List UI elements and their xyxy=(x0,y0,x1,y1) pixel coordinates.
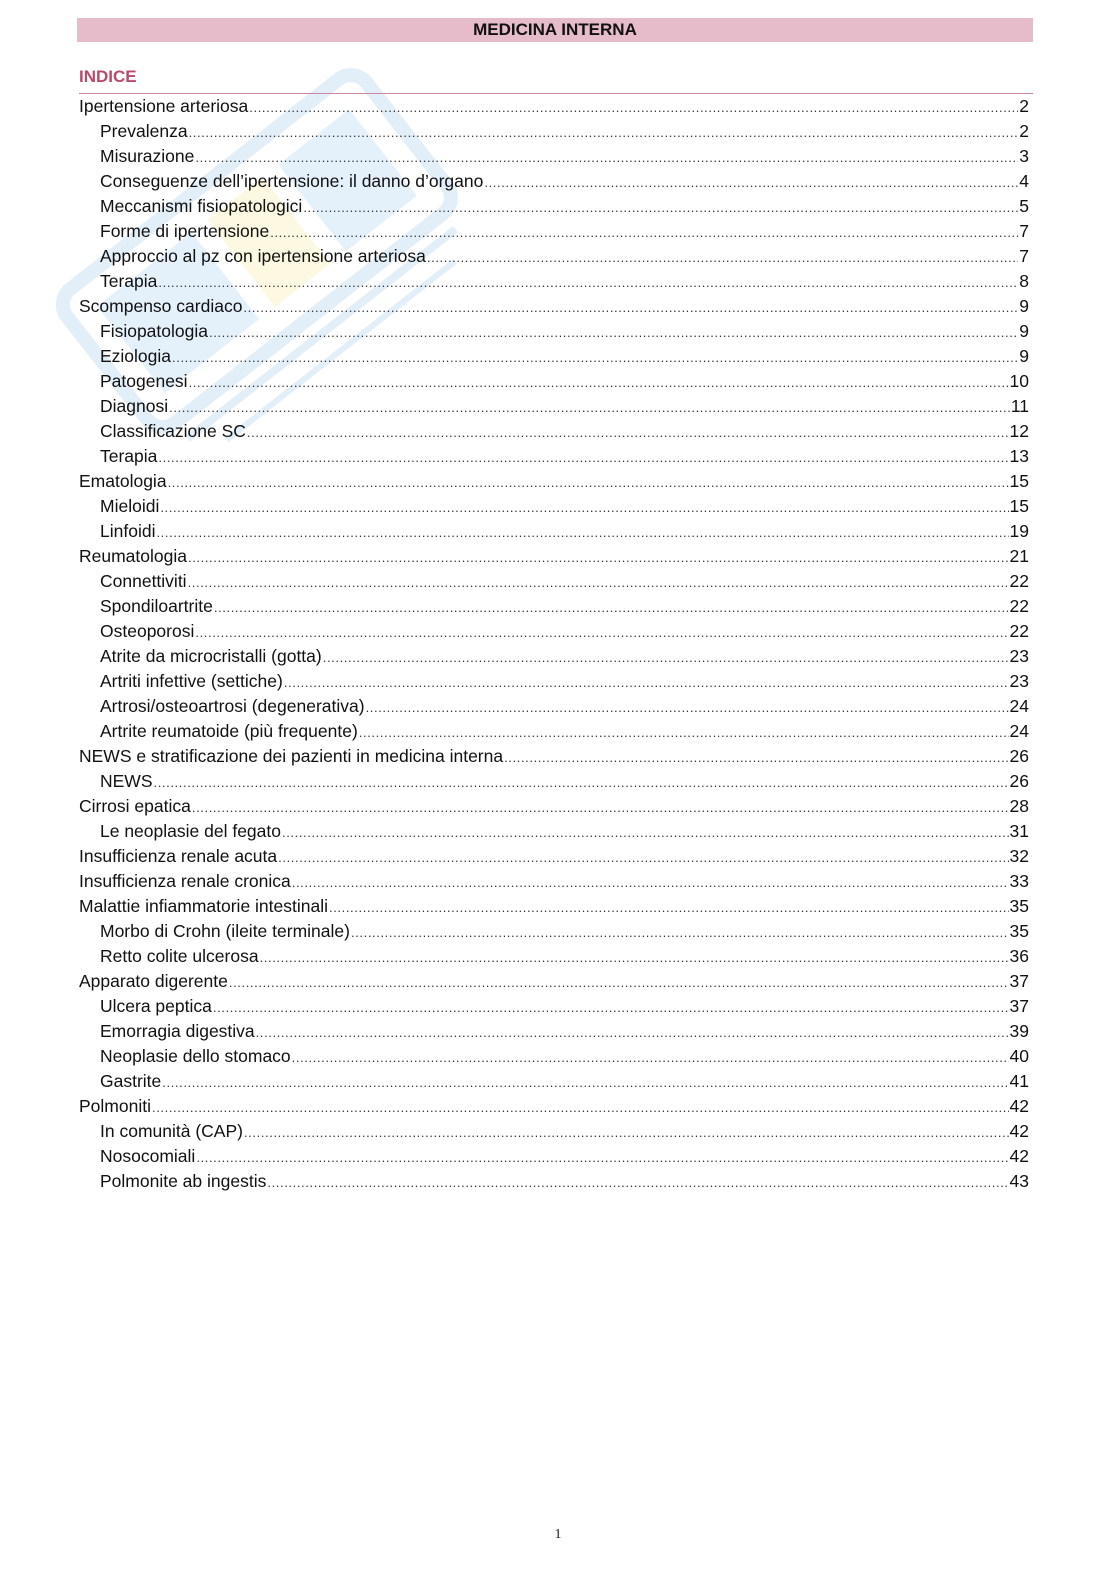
toc-entry[interactable] xyxy=(79,144,1029,169)
toc-dot-leader xyxy=(267,1169,1008,1194)
toc-entry-page: 42 xyxy=(1009,1096,1029,1116)
toc-dot-leader xyxy=(366,694,1009,719)
toc-entry[interactable] xyxy=(79,119,1029,144)
toc-entry[interactable] xyxy=(79,1144,1029,1169)
toc-dot-leader xyxy=(484,169,1018,194)
toc-entry-page: 24 xyxy=(1009,696,1029,716)
toc-entry-title: Nosocomiali xyxy=(100,1146,196,1166)
toc-entry-page: 9 xyxy=(1019,346,1029,366)
toc-entry-title: Polmoniti xyxy=(79,1096,151,1116)
toc-entry-page: 2 xyxy=(1019,121,1029,141)
toc-entry[interactable] xyxy=(79,819,1029,844)
toc-entry-page: 19 xyxy=(1009,521,1029,541)
toc-dot-leader xyxy=(154,769,1009,794)
toc-dot-leader xyxy=(284,669,1009,694)
toc-entry-page: 13 xyxy=(1009,446,1029,466)
toc-entry-title: Apparato digerente xyxy=(79,971,228,991)
toc-dot-leader xyxy=(158,444,1008,469)
toc-dot-leader xyxy=(329,894,1009,919)
toc-entry[interactable] xyxy=(79,919,1029,944)
toc-entry-title: Gastrite xyxy=(100,1071,162,1091)
toc-entry-title: Morbo di Crohn (ileite terminale) xyxy=(100,921,350,941)
toc-entry-page: 3 xyxy=(1019,146,1029,166)
toc-entry[interactable] xyxy=(79,394,1029,419)
toc-entry-title: NEWS xyxy=(100,771,153,791)
toc-entry-page: 37 xyxy=(1009,971,1029,991)
toc-entry-title: Artrite reumatoide (più frequente) xyxy=(100,721,358,741)
toc-entry-page: 23 xyxy=(1009,671,1029,691)
toc-entry-title: Ematologia xyxy=(79,471,167,491)
toc-entry-title: Insufficienza renale acuta xyxy=(79,846,278,866)
toc-dot-leader xyxy=(214,594,1009,619)
toc-entry-title: Misurazione xyxy=(100,146,195,166)
toc-entry-title: Ulcera peptica xyxy=(100,996,212,1016)
toc-entry[interactable] xyxy=(79,494,1029,519)
toc-entry-title: Ipertensione arteriosa xyxy=(79,96,249,116)
toc-dot-leader xyxy=(249,94,1018,119)
toc-entry-page: 10 xyxy=(1009,371,1029,391)
toc-entry-page: 4 xyxy=(1019,171,1029,191)
toc-entry-page: 12 xyxy=(1009,421,1029,441)
toc-entry-title: Connettiviti xyxy=(100,571,187,591)
toc-entry-page: 22 xyxy=(1009,596,1029,616)
toc-entry-page: 43 xyxy=(1009,1171,1029,1191)
toc-entry-title: Cirrosi epatica xyxy=(79,796,191,816)
toc-entry-page: 7 xyxy=(1019,221,1029,241)
toc-entry-title: Eziologia xyxy=(100,346,172,366)
toc-entry-page: 9 xyxy=(1019,296,1029,316)
toc-entry-page: 26 xyxy=(1009,771,1029,791)
toc-entry[interactable] xyxy=(79,944,1029,969)
toc-entry-page: 2 xyxy=(1019,96,1029,116)
toc-entry[interactable] xyxy=(79,569,1029,594)
toc-entry-title: Scompenso cardiaco xyxy=(79,296,243,316)
toc-dot-leader xyxy=(196,1144,1008,1169)
toc-dot-leader xyxy=(189,119,1019,144)
toc-entry-page: 22 xyxy=(1009,571,1029,591)
toc-entry[interactable] xyxy=(79,644,1029,669)
toc-entry-title: Artrosi/osteoartrosi (degenerativa) xyxy=(100,696,365,716)
toc-entry[interactable] xyxy=(79,869,1029,894)
toc-entry-page: 35 xyxy=(1009,921,1029,941)
toc-dot-leader xyxy=(292,1044,1009,1069)
toc-entry-title: Retto colite ulcerosa xyxy=(100,946,259,966)
toc-entry-page: 5 xyxy=(1019,196,1029,216)
toc-entry-title: Diagnosi xyxy=(100,396,169,416)
toc-entry-title: NEWS e stratificazione dei pazienti in medicina interna xyxy=(79,746,504,766)
toc-entry-title: Reumatologia xyxy=(79,546,187,566)
toc-entry[interactable] xyxy=(79,994,1029,1019)
toc-entry-title: Osteoporosi xyxy=(100,621,195,641)
toc-dot-leader xyxy=(162,1069,1008,1094)
toc-entry[interactable] xyxy=(79,894,1029,919)
table-of-contents xyxy=(79,94,1029,1194)
toc-entry[interactable] xyxy=(79,794,1029,819)
toc-entry[interactable] xyxy=(79,269,1029,294)
toc-entry-title: In comunità (CAP) xyxy=(100,1121,243,1141)
toc-dot-leader xyxy=(351,919,1009,944)
toc-dot-leader xyxy=(260,944,1009,969)
toc-dot-leader xyxy=(172,344,1018,369)
toc-entry[interactable] xyxy=(79,694,1029,719)
toc-dot-leader xyxy=(282,819,1009,844)
toc-dot-leader xyxy=(156,519,1008,544)
toc-dot-leader xyxy=(359,719,1009,744)
toc-entry-title: Conseguenze dell’ipertensione: il danno d’organo xyxy=(100,171,484,191)
toc-entry-title: Forme di ipertensione xyxy=(100,221,270,241)
toc-dot-leader xyxy=(188,569,1009,594)
toc-entry[interactable] xyxy=(79,744,1029,769)
toc-entry-page: 7 xyxy=(1019,246,1029,266)
toc-dot-leader xyxy=(303,194,1018,219)
toc-entry[interactable] xyxy=(79,1069,1029,1094)
toc-entry[interactable] xyxy=(79,169,1029,194)
toc-entry[interactable] xyxy=(79,594,1029,619)
toc-entry[interactable] xyxy=(79,419,1029,444)
toc-entry-title: Emorragia digestiva xyxy=(100,1021,255,1041)
toc-dot-leader xyxy=(256,1019,1009,1044)
page-number: 1 xyxy=(554,1527,562,1542)
toc-dot-leader xyxy=(270,219,1018,244)
toc-entry-page: 9 xyxy=(1019,321,1029,341)
toc-dot-leader xyxy=(243,294,1018,319)
toc-entry-page: 15 xyxy=(1009,471,1029,491)
toc-entry-page: 39 xyxy=(1009,1021,1029,1041)
toc-entry-title: Patogenesi xyxy=(100,371,188,391)
toc-entry[interactable] xyxy=(79,969,1029,994)
toc-entry-page: 21 xyxy=(1009,546,1029,566)
toc-dot-leader xyxy=(152,1094,1009,1119)
toc-entry[interactable] xyxy=(79,1119,1029,1144)
toc-entry-page: 23 xyxy=(1009,646,1029,666)
toc-dot-leader xyxy=(213,994,1009,1019)
toc-entry[interactable] xyxy=(79,619,1029,644)
toc-entry-title: Prevalenza xyxy=(100,121,188,141)
toc-entry-title: Artriti infettive (settiche) xyxy=(100,671,283,691)
toc-entry-page: 32 xyxy=(1009,846,1029,866)
toc-entry[interactable] xyxy=(79,444,1029,469)
toc-entry-page: 33 xyxy=(1009,871,1029,891)
toc-dot-leader xyxy=(195,619,1008,644)
toc-entry[interactable] xyxy=(79,94,1029,119)
toc-dot-leader xyxy=(229,969,1009,994)
toc-entry-page: 15 xyxy=(1009,496,1029,516)
toc-entry-page: 42 xyxy=(1009,1121,1029,1141)
toc-entry[interactable] xyxy=(79,1044,1029,1069)
document-title: MEDICINA INTERNA xyxy=(77,18,1033,42)
toc-entry-title: Meccanismi fisiopatologici xyxy=(100,196,303,216)
toc-dot-leader xyxy=(278,844,1008,869)
toc-entry[interactable] xyxy=(79,344,1029,369)
toc-entry-page: 35 xyxy=(1009,896,1029,916)
toc-entry-page: 41 xyxy=(1009,1071,1029,1091)
toc-dot-leader xyxy=(323,644,1009,669)
toc-dot-leader xyxy=(192,794,1009,819)
toc-entry-title: Fisiopatologia xyxy=(100,321,208,341)
toc-entry-title: Approccio al pz con ipertensione arteriosa xyxy=(100,246,426,266)
toc-entry-page: 8 xyxy=(1019,271,1029,291)
toc-entry-page: 31 xyxy=(1009,821,1029,841)
toc-entry[interactable] xyxy=(79,194,1029,219)
toc-entry-page: 28 xyxy=(1009,796,1029,816)
toc-entry[interactable] xyxy=(79,1019,1029,1044)
toc-dot-leader xyxy=(189,369,1009,394)
toc-entry-title: Spondiloartrite xyxy=(100,596,213,616)
toc-dot-leader xyxy=(160,494,1008,519)
toc-entry-page: 40 xyxy=(1009,1046,1029,1066)
toc-dot-leader xyxy=(168,469,1009,494)
toc-entry[interactable] xyxy=(79,294,1029,319)
toc-entry-page: 11 xyxy=(1010,396,1029,416)
toc-entry-page: 26 xyxy=(1009,746,1029,766)
toc-entry[interactable] xyxy=(79,369,1029,394)
toc-heading: INDICE xyxy=(79,67,137,86)
toc-entry-title: Terapia xyxy=(100,446,158,466)
toc-entry-title: Linfoidi xyxy=(100,521,156,541)
toc-entry-page: 24 xyxy=(1009,721,1029,741)
toc-dot-leader xyxy=(209,319,1018,344)
toc-entry-title: Insufficienza renale cronica xyxy=(79,871,291,891)
toc-entry[interactable] xyxy=(79,219,1029,244)
toc-entry[interactable] xyxy=(79,719,1029,744)
toc-entry-title: Classificazione SC xyxy=(100,421,246,441)
toc-entry-page: 42 xyxy=(1009,1146,1029,1166)
toc-entry[interactable] xyxy=(79,244,1029,269)
toc-entry[interactable] xyxy=(79,319,1029,344)
toc-entry-page: 36 xyxy=(1009,946,1029,966)
toc-entry[interactable] xyxy=(79,519,1029,544)
toc-entry[interactable] xyxy=(79,469,1029,494)
toc-entry[interactable] xyxy=(79,1169,1029,1194)
toc-dot-leader xyxy=(504,744,1008,769)
toc-dot-leader xyxy=(292,869,1009,894)
toc-entry-title: Le neoplasie del fegato xyxy=(100,821,281,841)
toc-entry[interactable] xyxy=(79,1094,1029,1119)
toc-entry-title: Polmonite ab ingestis xyxy=(100,1171,267,1191)
toc-entry[interactable] xyxy=(79,669,1029,694)
toc-dot-leader xyxy=(427,244,1018,269)
toc-dot-leader xyxy=(188,544,1009,569)
toc-entry-title: Neoplasie dello stomaco xyxy=(100,1046,291,1066)
toc-entry-title: Malattie infiammatorie intestinali xyxy=(79,896,328,916)
toc-entry-page: 22 xyxy=(1009,621,1029,641)
toc-dot-leader xyxy=(244,1119,1009,1144)
toc-entry[interactable] xyxy=(79,844,1029,869)
toc-entry[interactable] xyxy=(79,544,1029,569)
toc-entry-title: Terapia xyxy=(100,271,158,291)
toc-dot-leader xyxy=(169,394,1010,419)
toc-entry-page: 37 xyxy=(1009,996,1029,1016)
toc-dot-leader xyxy=(247,419,1009,444)
toc-dot-leader xyxy=(158,269,1018,294)
toc-entry[interactable] xyxy=(79,769,1029,794)
toc-dot-leader xyxy=(195,144,1018,169)
toc-entry-title: Atrite da microcristalli (gotta) xyxy=(100,646,322,666)
toc-entry-title: Mieloidi xyxy=(100,496,160,516)
